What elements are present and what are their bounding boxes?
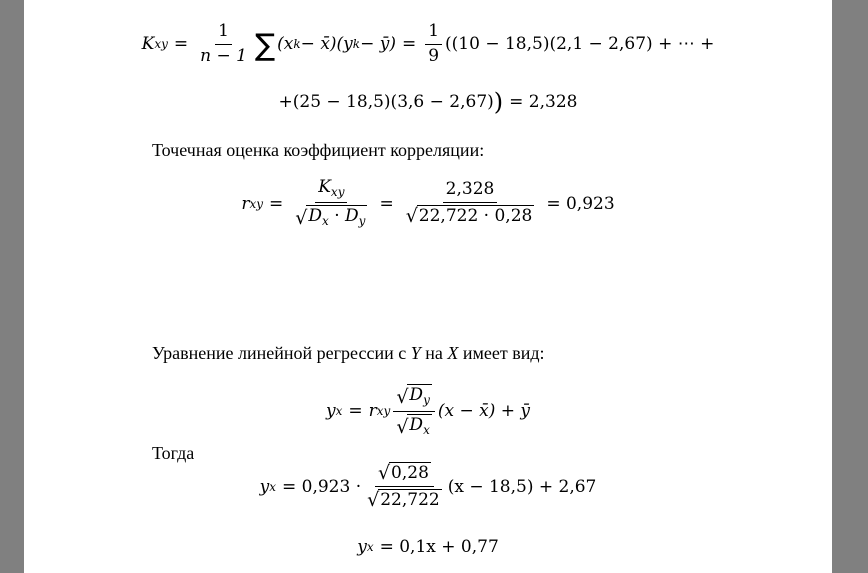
symbol-K: K xyxy=(141,34,155,55)
numerator: 1 xyxy=(215,22,232,45)
symbol-Y: Y xyxy=(410,343,421,363)
symbol-K: K xyxy=(318,177,331,197)
paragraph-correlation-estimate: Точечная оценка коэффициент корреляции: xyxy=(152,140,485,160)
subscript-xy: xy xyxy=(330,185,345,199)
symbol-r: r xyxy=(241,193,250,214)
fraction-1-over-9 xyxy=(425,22,442,66)
denominator xyxy=(393,412,435,439)
numerator xyxy=(315,178,347,203)
covariance-equation xyxy=(24,22,832,66)
covariance-equation-continuation xyxy=(24,90,832,114)
radical-sign: √ xyxy=(377,461,391,484)
subscript-xy: xy xyxy=(249,196,264,211)
regression-formula xyxy=(24,384,832,438)
expansion-part-2: +(25 − 18,5)(3,6 − 2,67) xyxy=(278,92,494,112)
covariance-result: = 2,328 xyxy=(509,92,578,112)
substituted-tail: (x − 18,5) + 2,67 xyxy=(447,476,597,497)
correlation-equation xyxy=(24,178,832,230)
subscript-y: y xyxy=(423,393,430,407)
subscript-x: x xyxy=(366,540,374,554)
fraction-sqrtDy-over-sqrtDx xyxy=(393,384,435,438)
symbol-D: D xyxy=(345,205,359,226)
radical-sign: √ xyxy=(405,204,418,227)
symbol-D: D xyxy=(308,205,323,226)
subscript-x: x xyxy=(322,213,329,228)
symbol-D: D xyxy=(409,385,424,405)
expansion-part-1: ((10 − 18,5)(2,1 − 2,67) + ⋯ + xyxy=(445,34,715,55)
equals: = xyxy=(173,34,189,55)
document-page xyxy=(24,0,832,573)
sqrt-value xyxy=(367,489,442,510)
equals: = xyxy=(379,193,394,214)
regression-substituted xyxy=(24,462,832,511)
subscript-xy: xy xyxy=(376,404,391,419)
text: Уравнение линейной регрессии с xyxy=(152,343,411,363)
sum-symbol: ∑ xyxy=(254,28,276,64)
subscript-xy: xy xyxy=(154,37,168,52)
text: имеет вид: xyxy=(458,343,545,363)
term-minus-ybar: − ȳ) xyxy=(360,34,396,55)
radicand: 22,722 xyxy=(380,490,440,511)
final-equation: = 0,1x + 0,77 xyxy=(379,537,499,557)
denominator xyxy=(364,487,445,511)
symbol-X: X xyxy=(447,343,459,363)
coefficient: = 0,923 · xyxy=(282,476,362,497)
paragraph-then: Тогда xyxy=(152,443,195,463)
numerator xyxy=(375,462,434,487)
radicand: 0,28 xyxy=(391,463,429,483)
radical-sign: √ xyxy=(367,488,380,511)
radical-sign: √ xyxy=(396,415,409,438)
denominator: n − 1 xyxy=(200,45,247,66)
numerator xyxy=(393,384,435,412)
denominator: 9 xyxy=(428,45,440,66)
symbol-D: D xyxy=(409,414,424,435)
radical-sign: √ xyxy=(295,206,308,229)
denominator xyxy=(403,203,538,227)
sqrt-DxDy xyxy=(295,205,367,228)
fraction-2328-over-sqrt xyxy=(403,180,538,227)
sqrt-value xyxy=(378,462,431,483)
subscript-y: y xyxy=(358,213,366,228)
term-x: (x xyxy=(277,34,294,55)
fraction-K-over-sqrt xyxy=(292,178,370,230)
subscript-k: k xyxy=(352,37,361,52)
symbol-y: y xyxy=(357,537,367,557)
fraction-sqrt-values xyxy=(364,462,445,511)
closing-paren: ) xyxy=(493,88,504,116)
term-minus-xbar: − x̄)(y xyxy=(300,34,353,55)
sqrt-Dx xyxy=(396,414,432,437)
regression-tail: (x − x̄) + ȳ xyxy=(437,401,530,422)
text: на xyxy=(420,343,448,363)
symbol-y: y xyxy=(259,476,270,497)
sqrt-Dy xyxy=(396,384,432,407)
fraction-1-over-n-1 xyxy=(197,22,250,66)
paragraph-regression xyxy=(152,343,545,364)
equals: = xyxy=(348,401,363,422)
subscript-k: k xyxy=(293,37,301,52)
radical-sign: √ xyxy=(396,386,409,409)
radicand: 22,722 · 0,28 xyxy=(418,205,533,226)
subscript-x: x xyxy=(269,479,276,494)
equals: = xyxy=(401,34,417,55)
numerator: 2,328 xyxy=(443,180,498,203)
symbol-r: r xyxy=(368,401,377,422)
symbol-y: y xyxy=(325,401,336,422)
regression-final xyxy=(24,537,832,557)
numerator: 1 xyxy=(425,22,442,45)
equals: = xyxy=(269,193,284,214)
sqrt-value xyxy=(406,205,535,226)
subscript-x: x xyxy=(335,404,343,419)
denominator xyxy=(292,203,370,230)
dot: · xyxy=(328,205,346,226)
correlation-result: = 0,923 xyxy=(546,193,615,214)
subscript-x: x xyxy=(423,422,430,437)
